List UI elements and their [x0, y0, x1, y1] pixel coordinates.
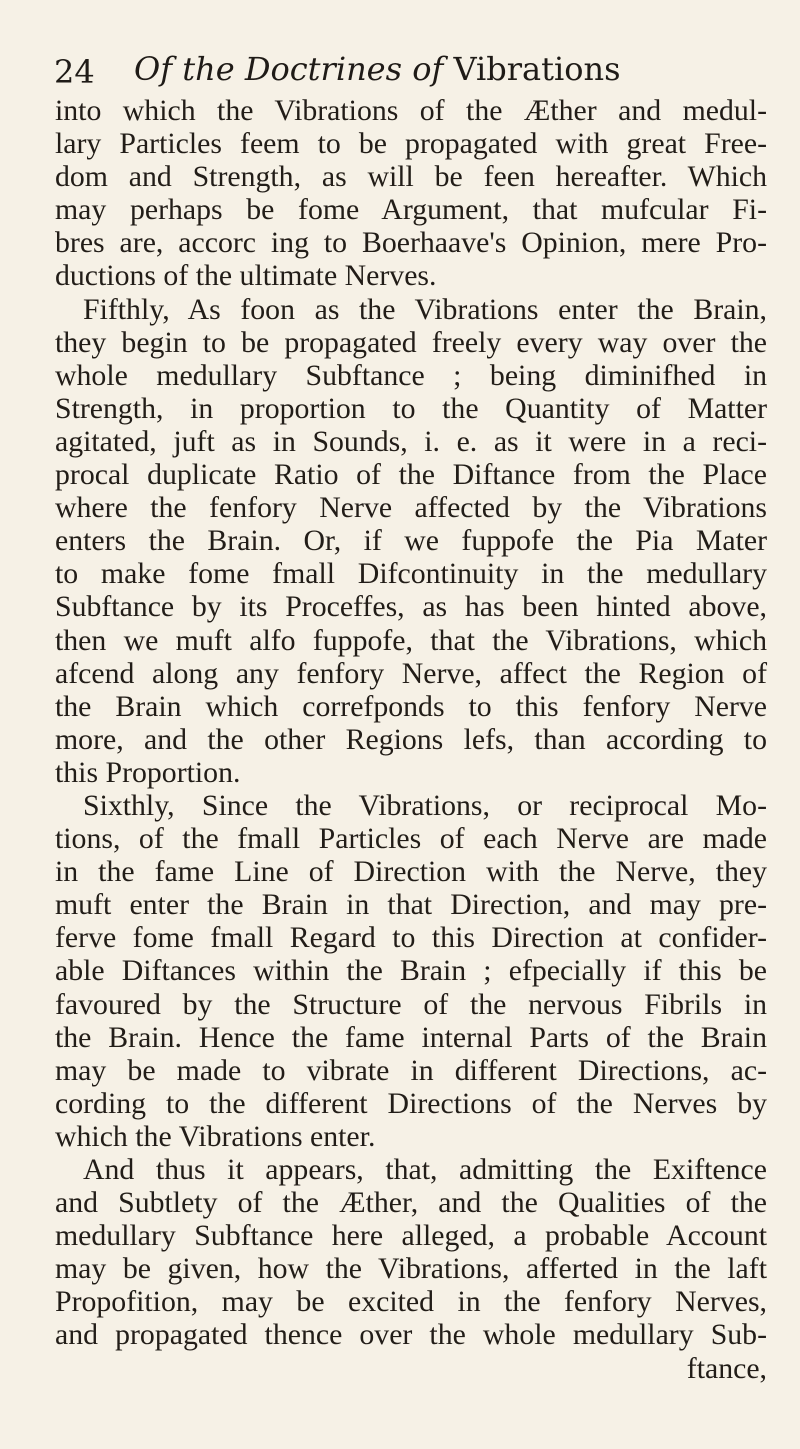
text-line: Fifthly, As foon as the Vibrations enter the Brain, [83, 292, 767, 326]
text-line: Propofition, may be excited in the fenfory Nerves, [55, 1285, 767, 1319]
text-line: dom and Strength, as will be feen hereafter. Which [55, 160, 767, 194]
text-line: may be made to vibrate in different Directions, ac- [55, 1053, 767, 1087]
text-line: then we muft alfo fuppofe, that the Vibrations, which [55, 623, 767, 657]
text-line: able Diftances within the Brain ; efpecially if this be [55, 954, 767, 988]
page-number: 24 [54, 53, 95, 91]
text-line: enters the Brain. Or, if we fuppofe the Pia Mater [55, 524, 767, 558]
text-line: tions, of the fmall Particles of each Nerve are made [55, 822, 767, 856]
page-header [54, 50, 754, 94]
text-line: medullary Subftance here alleged, a probable Account [55, 1219, 767, 1253]
text-line: favoured by the Structure of the nervous Fibrils in [55, 987, 767, 1021]
text-line: ductions of the ultimate Nerves. [55, 259, 437, 293]
text-line: bres are, accorc ing to Boerhaave's Opinion, mere Pro- [55, 226, 767, 260]
text-line: ferve fome fmall Regard to this Direction at confider- [55, 921, 767, 955]
text-line: into which the Vibrations of the Æther and medul- [55, 94, 767, 127]
text-line: the Brain. Hence the fame internal Parts of the Brain [55, 1020, 767, 1054]
text-line: muft enter the Brain in that Direction, and may pre- [55, 888, 767, 922]
text-line: whole medullary Subftance ; being diminifhed in [55, 358, 767, 392]
text-line: Sixthly, Since the Vibrations, or reciprocal Mo- [83, 788, 767, 822]
text-line: Subftance by its Proceffes, as has been hinted above, [55, 590, 767, 624]
text-line: where the fenfory Nerve affected by the Vibrations [55, 491, 767, 525]
running-head-italic: Of the Doctrines of [134, 50, 444, 88]
text-line: the Brain which correfponds to this fenfory Nerve [55, 689, 767, 723]
text-line: ftance, [686, 1351, 767, 1385]
text-line: to make fome fmall Difcontinuity in the medullary [55, 557, 767, 591]
text-line: agitated, juft as in Sounds, i. e. as it were in a reci- [55, 424, 767, 458]
text-line: procal duplicate Ratio of the Diftance from the Place [55, 458, 767, 492]
text-line: which the Vibrations enter. [55, 1119, 376, 1153]
body-text [55, 94, 767, 1385]
text-line: and Subtlety of the Æther, and the Qualities of the [55, 1186, 767, 1220]
text-line: and propagated thence over the whole medullary Sub- [55, 1318, 767, 1352]
text-line: afcend along any fenfory Nerve, affect the Region of [55, 656, 767, 690]
text-line: may be given, how the Vibrations, afferted in the laft [55, 1252, 767, 1286]
text-line: in the fame Line of Direction with the Nerve, they [55, 855, 767, 889]
text-line: lary Particles feem to be propagated with great Free- [55, 127, 767, 161]
text-line: this Proportion. [55, 755, 241, 789]
text-line: more, and the other Regions lefs, than according to [55, 722, 767, 756]
running-head-roman: Vibrations [453, 50, 621, 88]
running-head [134, 50, 621, 88]
text-line: And thus it appears, that, admitting the Exiftence [83, 1153, 767, 1186]
text-line: they begin to be propagated freely every way over the [55, 325, 767, 359]
text-line: cording to the different Directions of the Nerves by [55, 1086, 767, 1120]
text-line: may perhaps be fome Argument, that mufcular Fi- [55, 193, 767, 227]
text-line: Strength, in proportion to the Quantity of Matter [55, 391, 767, 425]
